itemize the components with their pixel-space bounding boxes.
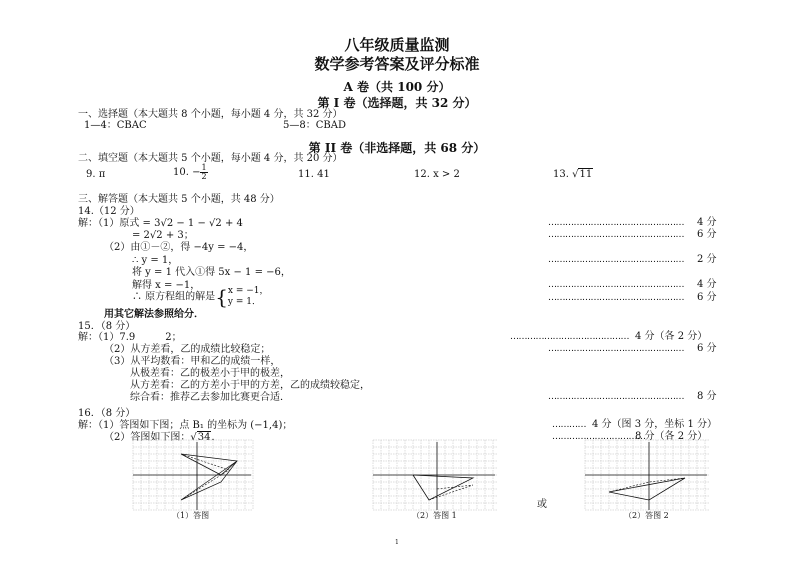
q14-score-7: 6 分 (697, 292, 717, 303)
q16-heading: 16．（8 分） (78, 408, 136, 419)
q16-line-1: 解：（1）答图如下图；点 B₁ 的坐标为 (−1,4)； (78, 420, 293, 431)
q15-score-2: 6 分 (697, 343, 717, 354)
q14-line-5: 将 y = 1 代入①得 5x − 1 = −6， (132, 267, 291, 278)
q14-score-1: 4 分 (697, 217, 717, 228)
score-dots: ………………………………………… (548, 230, 684, 240)
figure-2-grid (373, 440, 497, 510)
figure-2-caption: （2）答图 1 (412, 511, 457, 520)
fill-answer-11: 11. 41 (298, 169, 330, 180)
q14-line-3: （2）由①－②，得 −4y = −4， (104, 242, 254, 253)
fraction (200, 164, 207, 181)
q16-line-2: （2）答图如下图：√34． (104, 432, 222, 443)
figure-1-grid (133, 440, 253, 510)
q14-heading: 14.（12 分） (78, 206, 140, 217)
score-dots: ………………………………………… (548, 344, 684, 354)
q15-score-1: 4 分（各 2 分） (635, 331, 708, 342)
section-solve: 三、解答题（本大题共 5 个小题，共 48 分） (78, 194, 280, 205)
fill-answer-13: 13. √11 (553, 169, 593, 180)
system-eq-2: y = 1． (227, 297, 261, 307)
score-dots: …………………………… (552, 432, 646, 442)
score-dots: ………………………………………… (548, 293, 684, 303)
fill-answer-13-prefix: 13. (553, 169, 573, 180)
figure-3-caption: （2）答图 2 (624, 511, 669, 520)
q15-line-4: 从极差看：乙的极差小于甲的极差， (130, 368, 290, 379)
choice-answers-5-8: 5—8：CBAD (283, 120, 346, 131)
volume-a-title: A 卷（共 100 分） (343, 80, 451, 94)
radicand: 34 (197, 432, 211, 443)
q14-line-2: = 2√2 + 3； (132, 230, 194, 241)
q15-line-5: 从方差看：乙的方差小于甲的方差，乙的成绩较稳定， (130, 380, 370, 391)
equation-system (228, 286, 269, 308)
or-label: 或 (537, 499, 547, 510)
choice-answers-1-4: 1—4：CBAC (84, 120, 147, 131)
score-dots: ………………………………………… (548, 280, 684, 290)
fill-answer-10 (173, 164, 208, 182)
system-eq-1: x = −1， (227, 286, 269, 296)
q16-score-2: 8 分（各 2 分） (635, 431, 708, 442)
q14-score-4: 2 分 (697, 254, 717, 265)
radicand: 11 (579, 169, 593, 180)
q14-note: 用其它解法参照给分． (104, 309, 204, 320)
part-2-title: 第 II 卷（非选择题，共 68 分） (308, 141, 486, 155)
fill-answer-12: 12. x > 2 (414, 169, 460, 180)
score-dots: …………………………………… (510, 332, 629, 342)
q16-score-1: 4 分（图 3 分，坐标 1 分） (592, 419, 717, 430)
score-dots: ………………………………………… (548, 255, 684, 265)
doc-subtitle: 数学参考答案及评分标准 (314, 55, 480, 73)
q14-score-6: 4 分 (697, 279, 717, 290)
q15-line-6: 综合看：推荐乙去参加比赛更合适． (130, 392, 290, 403)
fill-answer-9: 9. π (86, 169, 106, 180)
score-dots: ………………………………………… (548, 218, 684, 228)
q14-line-1: 解：（1）原式 = 3√2 − 1 − √2 + 4 (78, 218, 243, 229)
q15-heading: 15．（8 分） (78, 321, 136, 332)
page-number: 1 (395, 539, 399, 546)
section-fill: 二、填空题（本大题共 5 个小题，每小题 4 分，共 20 分） (78, 153, 343, 164)
q14-line-6: 解得 x = −1， (132, 280, 201, 291)
q15-score-6: 8 分 (697, 391, 717, 402)
score-dots: ………… (552, 420, 586, 430)
brace: { (215, 285, 228, 309)
q14-line-7 (132, 286, 269, 308)
q15-line-3: （3）从平均数看：甲和乙的成绩一样， (104, 356, 281, 367)
part-1-title: 第 I 卷（选择题，共 32 分） (317, 96, 477, 110)
q15-line-1: 解：（1）7.9 2； (78, 332, 182, 343)
q14-line-7-prefix: ∴ 原方程组的解是 (132, 291, 216, 303)
doc-title: 八年级质量监测 (344, 36, 450, 54)
section-choice: 一、选择题（本大题共 8 个小题，每小题 4 分，共 32 分） (78, 109, 343, 120)
figure-3-grid (585, 440, 709, 510)
figure-1-caption: （1）答图 (172, 511, 210, 520)
fraction-numerator: 1 (201, 163, 207, 172)
q15-line-2: （2）从方差看，乙的成绩比较稳定； (104, 344, 271, 355)
q14-line-4: ∴ y = 1， (132, 255, 179, 266)
score-dots: ………………………………………… (548, 392, 684, 402)
fill-answer-10-prefix: 10. − (173, 167, 201, 178)
q14-score-2: 6 分 (697, 229, 717, 240)
q16-line-2-prefix: （2）答图如下图： (104, 432, 191, 443)
fraction-denominator: 2 (201, 172, 207, 181)
